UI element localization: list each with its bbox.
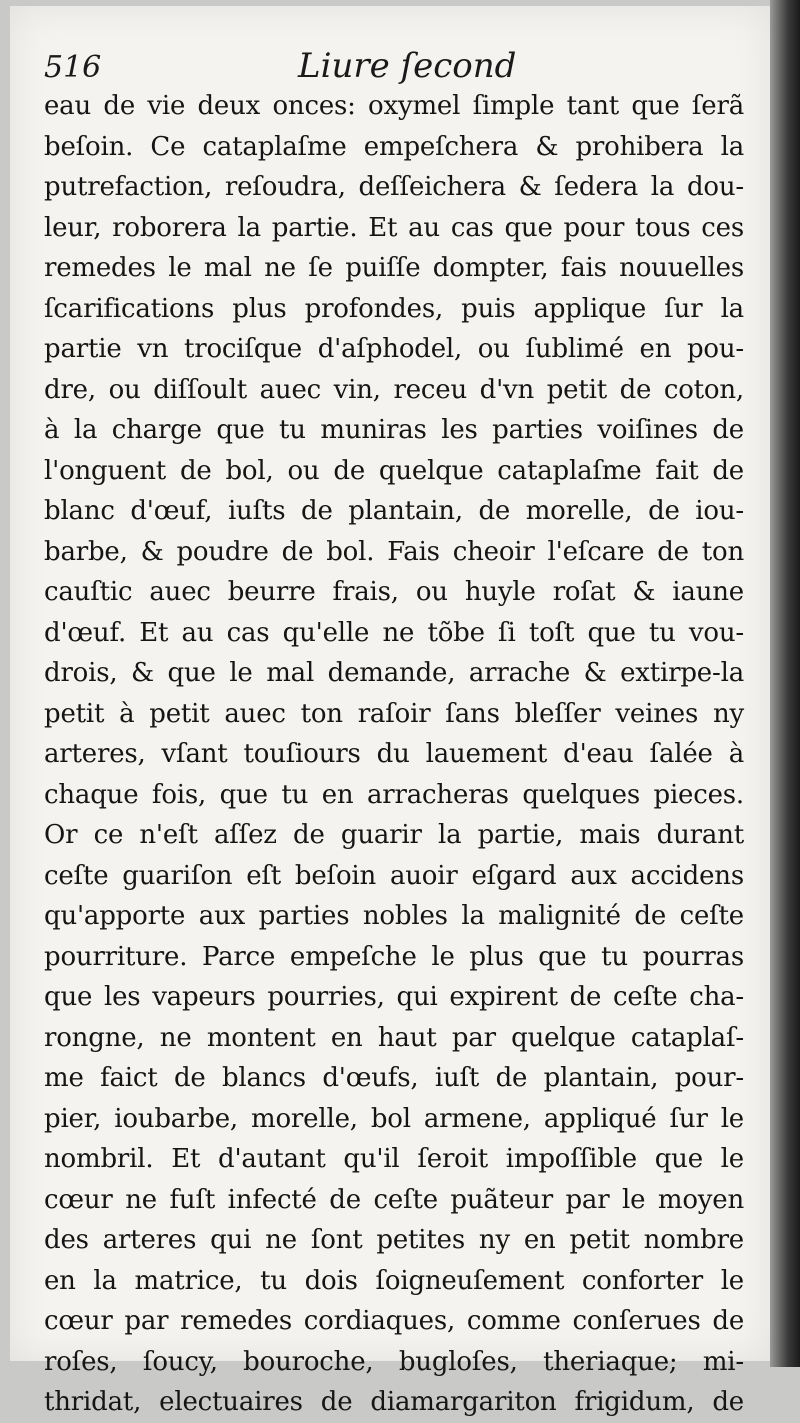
text-line: en la matrice, tu dois ſoigneuſement conforter le: [44, 1265, 744, 1296]
text-line: cœur par remedes cordiaques, comme conſerues de: [44, 1306, 744, 1336]
text-line: l'onguent de bol, ou de quelque cataplaſme fait de: [44, 455, 744, 486]
book-page: [10, 6, 770, 1417]
text-line: remedes le mal ne ſe puiſſe dompter, fais nouuelles: [44, 253, 744, 283]
text-line: ceſte guariſon eſt beſoin auoir eſgard aux accidens: [44, 860, 744, 891]
text-line: ſcarifications plus profondes, puis applique ſur la: [44, 293, 744, 324]
text-line: roſes, ſoucy, bouroche, bugloſes, theriaque; mi-: [44, 1346, 744, 1377]
text-line: d'œuf. Et au cas qu'elle ne tõbe ſi toſt que tu vou-: [44, 617, 744, 648]
text-line: blanc d'œuf, iuſts de plantain, de morelle, de iou-: [44, 496, 744, 526]
text-line: eau de vie deux onces: oxymel ſimple tant que ſerã: [44, 91, 744, 121]
text-line: drois, & que le mal demande, arrache & extirpe-la: [44, 658, 744, 688]
text-line: nombril. Et d'autant qu'il ſeroit impoſſible que le: [44, 1144, 744, 1174]
text-line: que les vapeurs pourries, qui expirent de ceſte cha-: [44, 982, 744, 1012]
text-line: putrefaction, reſoudra, deſſeichera & ſedera la dou-: [44, 172, 744, 202]
body-text: [44, 86, 744, 1423]
text-line: rongne, ne montent en haut par quelque cataplaſ-: [44, 1022, 744, 1053]
text-line: à la charge que tu muniras les parties voiſines de: [44, 415, 744, 445]
text-line: barbe, & poudre de bol. Fais cheoir l'eſcare de ton: [44, 536, 744, 567]
text-line: dre, ou diſſoult auec vin, receu d'vn petit de coton,: [44, 374, 744, 405]
book-binding-shadow: [770, 0, 800, 1367]
text-line: pier, ioubarbe, morelle, bol armene, appliqué ſur le: [44, 1103, 744, 1134]
text-line: petit à petit auec ton raſoir ſans bleſſer veines ny: [44, 698, 744, 729]
text-line: thridat, electuaires de diamargariton frigidum, de: [44, 1387, 744, 1417]
text-line: pourriture. Parce empeſche le plus que tu pourras: [44, 941, 744, 972]
text-line: partie vn trociſque d'aſphodel, ou ſublimé en pou-: [44, 334, 744, 364]
running-title: Liure ſecond: [298, 46, 517, 86]
text-line: cauſtic auec beurre frais, ou huyle roſat & iaune: [44, 577, 744, 607]
text-line: beſoin. Ce cataplaſme empeſchera & prohibera la: [44, 131, 744, 162]
text-line: leur, roborera la partie. Et au cas que pour tous ces: [44, 212, 744, 243]
text-line: me faict de blancs d'œufs, iuſt de plantain, pour-: [44, 1063, 744, 1093]
text-line: Or ce n'eſt aſſez de guarir la partie, mais durant: [44, 820, 744, 850]
text-line: qu'apporte aux parties nobles la malignité de ceſte: [44, 901, 744, 931]
page-number: 516: [44, 50, 102, 85]
text-line: arteres, vſant touſiours du lauement d'eau ſalée à: [44, 739, 744, 769]
text-line: des arteres qui ne ſont petites ny en petit nombre: [44, 1225, 744, 1255]
text-line: chaque fois, que tu en arracheras quelques pieces.: [44, 779, 744, 810]
text-line: cœur ne fuſt infecté de ceſte puãteur par le moyen: [44, 1184, 744, 1215]
